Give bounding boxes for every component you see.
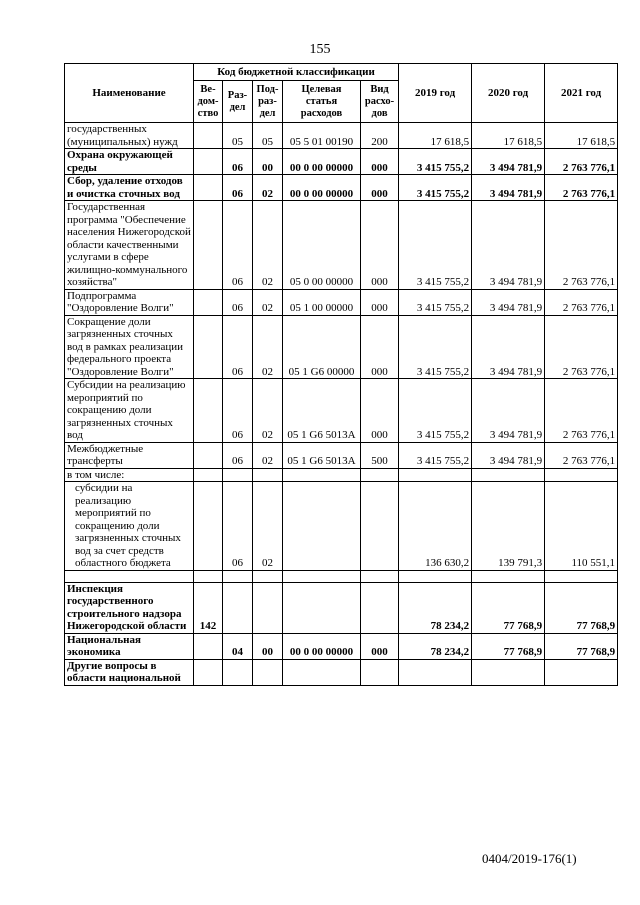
cell-y2021: 2 763 776,1 bbox=[545, 315, 618, 379]
cell-vr bbox=[361, 570, 399, 582]
cell-name: Национальная экономика bbox=[65, 633, 194, 659]
cell-ved bbox=[194, 201, 223, 290]
cell-vr bbox=[361, 482, 399, 571]
cell-y2021: 2 763 776,1 bbox=[545, 201, 618, 290]
header-podrazdel: Под-раз-дел bbox=[253, 81, 283, 123]
cell-rz: 06 bbox=[223, 289, 253, 315]
cell-y2020: 3 494 781,9 bbox=[472, 175, 545, 201]
cell-y2021: 110 551,1 bbox=[545, 482, 618, 571]
table-row bbox=[65, 379, 618, 443]
cell-y2019 bbox=[399, 468, 472, 482]
cell-ved bbox=[194, 289, 223, 315]
cell-y2020: 3 494 781,9 bbox=[472, 149, 545, 175]
cell-ved bbox=[194, 570, 223, 582]
cell-pr: 02 bbox=[253, 442, 283, 468]
cell-name: Субсидии на реализацию мероприятий по сокращению доли загрязненных сточных вод bbox=[65, 379, 194, 443]
cell-csr: 00 0 00 00000 bbox=[283, 149, 361, 175]
cell-csr bbox=[283, 582, 361, 633]
cell-pr: 02 bbox=[253, 315, 283, 379]
cell-y2020 bbox=[472, 468, 545, 482]
cell-ved bbox=[194, 175, 223, 201]
cell-name: Подпрограмма "Оздоровление Волги" bbox=[65, 289, 194, 315]
cell-rz bbox=[223, 582, 253, 633]
cell-rz: 04 bbox=[223, 633, 253, 659]
cell-vr bbox=[361, 659, 399, 685]
cell-name: Охрана окружающей среды bbox=[65, 149, 194, 175]
cell-y2021: 2 763 776,1 bbox=[545, 442, 618, 468]
cell-rz bbox=[223, 468, 253, 482]
cell-y2020: 3 494 781,9 bbox=[472, 379, 545, 443]
cell-y2019 bbox=[399, 570, 472, 582]
cell-csr: 05 1 G6 00000 bbox=[283, 315, 361, 379]
table-body bbox=[65, 123, 618, 686]
cell-y2019: 3 415 755,2 bbox=[399, 175, 472, 201]
cell-csr bbox=[283, 570, 361, 582]
cell-pr: 02 bbox=[253, 482, 283, 571]
header-2021: 2021 год bbox=[545, 64, 618, 123]
cell-vr: 500 bbox=[361, 442, 399, 468]
cell-rz: 06 bbox=[223, 175, 253, 201]
header-2020: 2020 год bbox=[472, 64, 545, 123]
cell-vr: 000 bbox=[361, 315, 399, 379]
cell-csr bbox=[283, 482, 361, 571]
cell-pr: 00 bbox=[253, 149, 283, 175]
cell-y2021: 77 768,9 bbox=[545, 633, 618, 659]
cell-csr: 05 1 G6 5013A bbox=[283, 379, 361, 443]
cell-vr: 000 bbox=[361, 379, 399, 443]
cell-ved bbox=[194, 149, 223, 175]
cell-ved bbox=[194, 442, 223, 468]
cell-name: Сбор, удаление отходов и очистка сточных вод bbox=[65, 175, 194, 201]
cell-pr: 02 bbox=[253, 379, 283, 443]
cell-vr: 200 bbox=[361, 123, 399, 149]
cell-y2020 bbox=[472, 659, 545, 685]
cell-y2019: 78 234,2 bbox=[399, 582, 472, 633]
cell-y2021: 2 763 776,1 bbox=[545, 289, 618, 315]
table-row bbox=[65, 123, 618, 149]
table-row bbox=[65, 289, 618, 315]
cell-rz: 06 bbox=[223, 442, 253, 468]
cell-y2019: 3 415 755,2 bbox=[399, 442, 472, 468]
table-row bbox=[65, 659, 618, 685]
cell-pr bbox=[253, 468, 283, 482]
cell-vr bbox=[361, 468, 399, 482]
cell-pr: 02 bbox=[253, 289, 283, 315]
cell-name: Инспекция государственного строительного надзора Нижегородской области bbox=[65, 582, 194, 633]
header-expense-type: Вид расхо-дов bbox=[361, 81, 399, 123]
cell-y2020: 77 768,9 bbox=[472, 633, 545, 659]
cell-y2021: 77 768,9 bbox=[545, 582, 618, 633]
header-target-article: Целевая статья расходов bbox=[283, 81, 361, 123]
table-row bbox=[65, 482, 618, 571]
cell-y2021 bbox=[545, 570, 618, 582]
cell-y2019: 78 234,2 bbox=[399, 633, 472, 659]
cell-csr: 05 0 00 00000 bbox=[283, 201, 361, 290]
cell-vr: 000 bbox=[361, 633, 399, 659]
cell-rz: 06 bbox=[223, 379, 253, 443]
cell-vr: 000 bbox=[361, 289, 399, 315]
cell-pr bbox=[253, 582, 283, 633]
cell-rz: 06 bbox=[223, 482, 253, 571]
cell-y2020: 3 494 781,9 bbox=[472, 442, 545, 468]
cell-y2021: 2 763 776,1 bbox=[545, 175, 618, 201]
cell-y2020: 17 618,5 bbox=[472, 123, 545, 149]
cell-y2019: 136 630,2 bbox=[399, 482, 472, 571]
cell-y2019: 3 415 755,2 bbox=[399, 315, 472, 379]
cell-y2021: 2 763 776,1 bbox=[545, 149, 618, 175]
cell-y2020: 77 768,9 bbox=[472, 582, 545, 633]
header-code-group: Код бюджетной классификации bbox=[194, 64, 399, 81]
cell-rz: 06 bbox=[223, 315, 253, 379]
cell-ved bbox=[194, 123, 223, 149]
table-row bbox=[65, 149, 618, 175]
cell-name: государственных (муниципальных) нужд bbox=[65, 123, 194, 149]
cell-csr: 00 0 00 00000 bbox=[283, 633, 361, 659]
cell-y2019 bbox=[399, 659, 472, 685]
table-row bbox=[65, 315, 618, 379]
cell-rz bbox=[223, 570, 253, 582]
cell-pr: 02 bbox=[253, 175, 283, 201]
cell-csr: 05 5 01 00190 bbox=[283, 123, 361, 149]
cell-csr: 05 1 G6 5013A bbox=[283, 442, 361, 468]
cell-name: Другие вопросы в области национальной bbox=[65, 659, 194, 685]
cell-ved bbox=[194, 659, 223, 685]
header-2019: 2019 год bbox=[399, 64, 472, 123]
cell-y2019: 3 415 755,2 bbox=[399, 379, 472, 443]
cell-ved: 142 bbox=[194, 582, 223, 633]
cell-vr: 000 bbox=[361, 175, 399, 201]
cell-name: Сокращение доли загрязненных сточных вод в рамках реализации федерального проекта "Оздоровление Волги" bbox=[65, 315, 194, 379]
cell-csr: 05 1 00 00000 bbox=[283, 289, 361, 315]
cell-y2020: 139 791,3 bbox=[472, 482, 545, 571]
cell-vr bbox=[361, 582, 399, 633]
cell-name: в том числе: bbox=[65, 468, 194, 482]
cell-y2020: 3 494 781,9 bbox=[472, 315, 545, 379]
cell-name: Государственная программа "Обеспечение населения Нижегородской области качественными услугами в сфере жилищно-коммунального хозяйства" bbox=[65, 201, 194, 290]
cell-ved bbox=[194, 315, 223, 379]
cell-y2021 bbox=[545, 468, 618, 482]
cell-y2019: 3 415 755,2 bbox=[399, 201, 472, 290]
cell-pr bbox=[253, 659, 283, 685]
cell-name: Межбюджетные трансферты bbox=[65, 442, 194, 468]
cell-y2021: 17 618,5 bbox=[545, 123, 618, 149]
page-number: 155 bbox=[309, 42, 331, 57]
table-row bbox=[65, 468, 618, 482]
cell-y2019: 3 415 755,2 bbox=[399, 289, 472, 315]
cell-rz: 06 bbox=[223, 149, 253, 175]
table-row bbox=[65, 175, 618, 201]
cell-y2019: 3 415 755,2 bbox=[399, 149, 472, 175]
document-code: 0404/2019-176(1) bbox=[482, 851, 577, 866]
header-name: Наименование bbox=[65, 64, 194, 123]
cell-ved bbox=[194, 468, 223, 482]
table-row bbox=[65, 570, 618, 582]
table-row bbox=[65, 633, 618, 659]
cell-name: субсидии на реализацию мероприятий по сокращению доли загрязненных сточных вод за счет средств областного бюджета bbox=[65, 482, 194, 571]
cell-pr: 02 bbox=[253, 201, 283, 290]
cell-ved bbox=[194, 482, 223, 571]
cell-y2020: 3 494 781,9 bbox=[472, 201, 545, 290]
cell-csr bbox=[283, 659, 361, 685]
table-row bbox=[65, 442, 618, 468]
cell-pr: 05 bbox=[253, 123, 283, 149]
cell-rz: 05 bbox=[223, 123, 253, 149]
cell-y2020: 3 494 781,9 bbox=[472, 289, 545, 315]
cell-pr: 00 bbox=[253, 633, 283, 659]
cell-pr bbox=[253, 570, 283, 582]
cell-ved bbox=[194, 633, 223, 659]
cell-vr: 000 bbox=[361, 201, 399, 290]
table-row bbox=[65, 201, 618, 290]
header-vedomstvo: Ве-дом-ство bbox=[194, 81, 223, 123]
cell-csr bbox=[283, 468, 361, 482]
cell-name bbox=[65, 570, 194, 582]
table-row bbox=[65, 582, 618, 633]
header-razdel: Раз-дел bbox=[223, 81, 253, 123]
cell-rz bbox=[223, 659, 253, 685]
cell-y2020 bbox=[472, 570, 545, 582]
cell-y2021: 2 763 776,1 bbox=[545, 379, 618, 443]
cell-rz: 06 bbox=[223, 201, 253, 290]
cell-csr: 00 0 00 00000 bbox=[283, 175, 361, 201]
cell-ved bbox=[194, 379, 223, 443]
cell-y2021 bbox=[545, 659, 618, 685]
budget-table bbox=[64, 63, 618, 686]
cell-y2019: 17 618,5 bbox=[399, 123, 472, 149]
cell-vr: 000 bbox=[361, 149, 399, 175]
